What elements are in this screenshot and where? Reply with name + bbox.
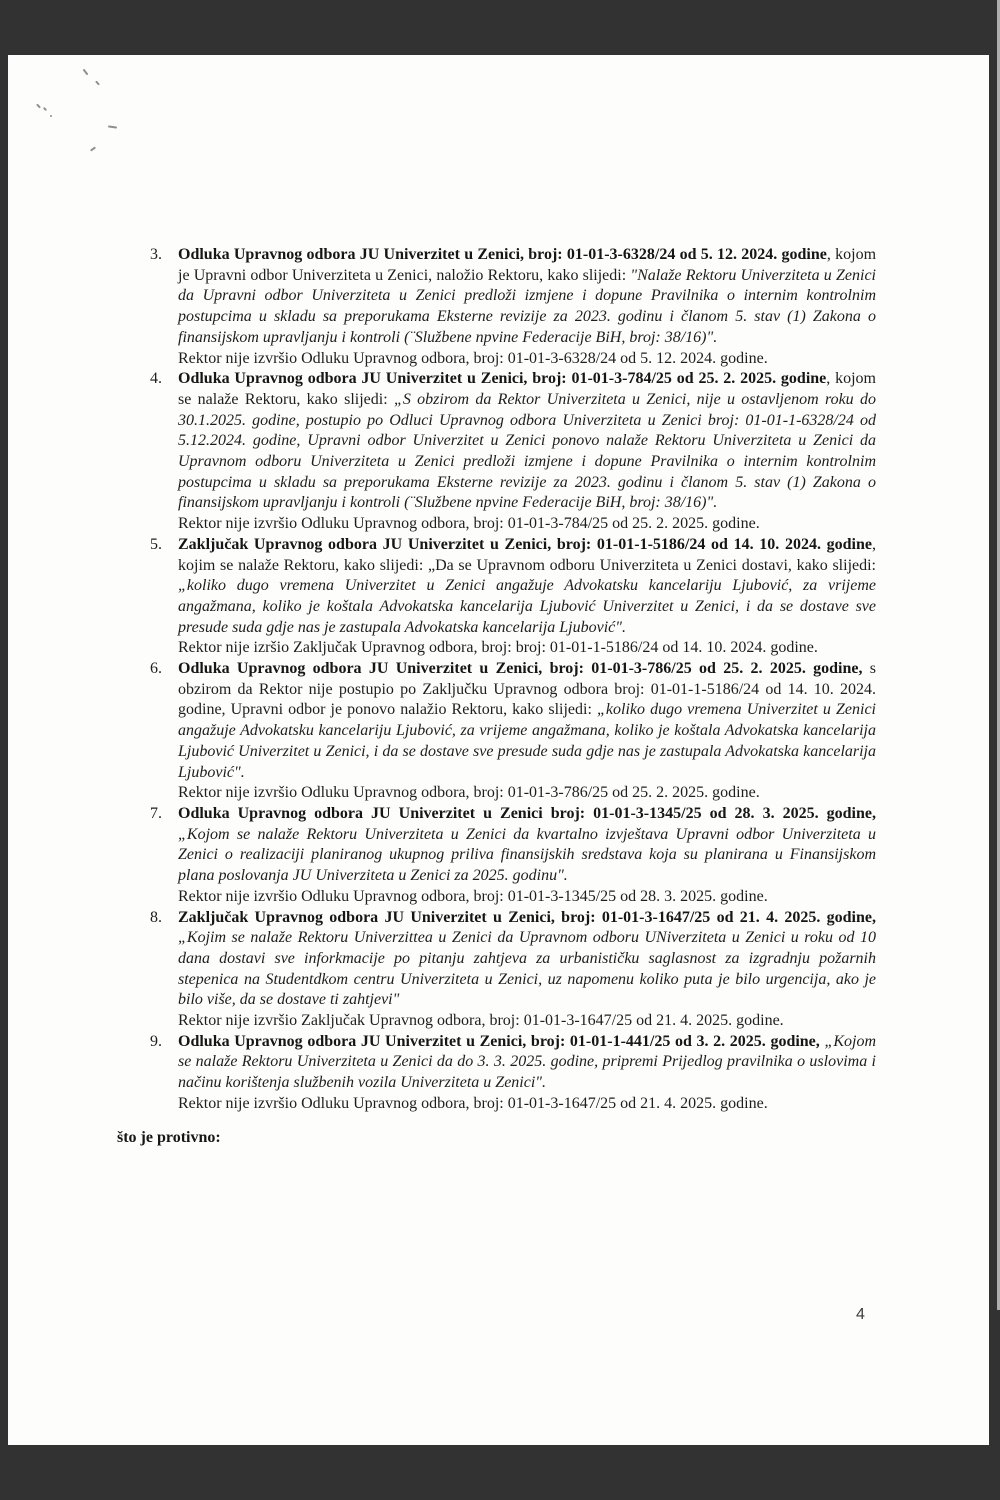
item-paragraph	[178, 535, 876, 639]
page-number: 4	[856, 1306, 865, 1323]
item-body	[178, 908, 876, 1032]
item-followup: Rektor nije izršio Zaključak Upravnog odbora, broj: broj: 01-01-1-5186/24 od 14. 10. 2024. godine.	[178, 639, 818, 657]
item-quote: „Kojom se nalaže Rektoru Univerziteta u Zenici da kvartalno izvještava Upravni odbor Univerziteta u Zenici o realizaciji planiranog ukupnog priliva finansijskih sredstava koja su planirana u Finansijskom plana poslovanja JU Univerziteta u Zenici za 2025. godinu".	[178, 825, 876, 885]
item-followup: Rektor nije izvršio Zaključak Upravnog odbora, broj: 01-01-3-1647/25 od 21. 4. 2025. godine.	[178, 1012, 784, 1030]
item-regular-text: , kojom se nalaže Rektoru, kako slijedi:	[178, 370, 877, 408]
item-body	[178, 1032, 876, 1115]
list-item	[150, 908, 876, 1032]
item-heading: Odluka Upravnog odbora JU Univerzitet u Zenici, broj: 01-01-3-786/25 od 25. 2. 2025. godine,	[178, 660, 863, 678]
item-number: 3.	[150, 246, 162, 263]
item-quote: "Nalaže Rektoru Univerziteta u Zenici da Upravni odbor Univerziteta u Zenici predloži izmjene i dopune Pravilnika o internim kontrolnim postupcima u skladu sa preporukama Eksterne revizije za 2023. godinu i članom 5. stav (1) Zakona o finansijskom upravljanju i kontroli (¨Službene npvine Federacije BiH, broj: 38/16)".	[178, 266, 876, 346]
item-paragraph	[178, 659, 876, 783]
item-heading: Odluka Upravnog odbora JU Univerzitet u Zenici broj: 01-01-3-1345/25 od 28. 3. 2025. godine,	[178, 804, 876, 822]
item-quote: „koliko dugo vremena Univerzitet u Zenici angažuje Advokatsku kancelariju Ljubović, za vrijeme angažmana, koliko je koštala Advokatska kancelarija Ljubović Univerzitet u Zenici, i da se dostave sve presude suda gdje nas je zastupala Advokatska kancelarija Ljubović".	[178, 577, 876, 636]
item-paragraph	[178, 908, 876, 1012]
pen-mark	[50, 115, 52, 117]
closing-line: što je protivno:	[117, 1128, 221, 1146]
document-page	[8, 55, 989, 1445]
item-quote: „Kojim se nalaže Rektoru Univerzittea u Zenici da Upravnom odboru UNiverziteta u Zenici u roku od 10 dana dostavi sve inforkmacije po pitanju zahtjeva za urbanističku saglasnost za izgradnju požarnih stepenica na Studentdkom centru Univerziteta u Zenici, uz napomenu koliko puta je bilo urgencija, ako je bilo više, da se dostave ti zahtjevi"	[178, 929, 876, 1009]
item-paragraph	[178, 245, 876, 349]
item-followup: Rektor nije izvršio Odluku Upravnog odbora, broj: 01-01-3-786/25 od 25. 2. 2025. godine.	[178, 784, 760, 802]
pen-mark	[95, 80, 100, 85]
item-number: 7.	[150, 804, 162, 822]
item-number: 5.	[150, 535, 162, 553]
item-body	[178, 245, 876, 369]
item-body	[178, 804, 876, 908]
decision-list	[150, 245, 876, 1115]
pen-mark	[83, 69, 89, 76]
item-number: 4.	[150, 370, 162, 388]
item-heading: Odluka Upravnog odbora JU Univerzitet u Zenici, broj: 01-01-1-441/25 od 3. 2. 2025. godine,	[178, 1032, 820, 1050]
pen-mark	[36, 104, 41, 109]
item-heading: Odluka Upravnog odbora JU Univerzitet u Zenici, broj: 01-01-3-6328/24 od 5. 12. 2024. godine	[178, 246, 827, 263]
pen-mark	[43, 107, 47, 111]
item-regular-text: , kojom je Upravni odbor Univerziteta u Zenici, naložio Rektoru, kako slijedi:	[178, 246, 877, 284]
item-body	[178, 535, 876, 659]
item-number: 9.	[150, 1032, 162, 1050]
item-regular-text: , kojim se nalaže Rektoru, kako slijedi: „Da se Upravnom odboru Univerziteta u Zenici dostavi, kako slijedi:	[178, 535, 876, 574]
document-body	[117, 245, 877, 1164]
item-heading: Zaključak Upravnog odbora JU Univerzitet u Zenici, broj: 01-01-1-5186/24 od 14. 10. 2024. godine	[178, 535, 872, 553]
pen-mark	[108, 125, 117, 128]
list-item	[150, 369, 876, 535]
item-followup: Rektor nije izvršio Odluku Upravnog odbora, broj: 01-01-3-1647/25 od 21. 4. 2025. godine.	[178, 1094, 768, 1112]
item-number: 8.	[150, 908, 162, 926]
item-body	[178, 369, 876, 535]
item-heading: Odluka Upravnog odbora JU Univerzitet u Zenici, broj: 01-01-3-784/25 od 25. 2. 2025. godine	[178, 370, 827, 388]
item-followup: Rektor nije izvršio Odluku Upravnog odbora, broj: 01-01-3-1345/25 od 28. 3. 2025. godine.	[178, 887, 768, 905]
item-quote: „S obzirom da Rektor Univerziteta u Zenici, nije u ostavljenom roku do 30.1.2025. godine, postupio po Odluci Upravnog odbora Univerziteta u Zenici broj: 01-01-1-6328/24 od 5.12.2024. godine, Upravni odbor Univerzitet u Zenici ponovo nalaže Rektoru Univerziteta u Zenici da Upravnom odboru Univerziteta u Zenici predloži izmjene i dopune Pravilnika o internim kontrolnim postupcima u skladu sa preporukama Eksterne revizije za 2023. godinu i članom 5. stav (1) Zakona o finansijskom upravljanju i kontroli (¨Službene npvine Federacije BiH, broj: 38/16)".	[178, 390, 876, 512]
item-heading: Zaključak Upravnog odbora JU Univerzitet u Zenici, broj: 01-01-3-1647/25 od 21. 4. 2025. godine,	[178, 908, 876, 926]
item-paragraph	[178, 1032, 876, 1094]
pen-mark	[90, 146, 96, 151]
list-item	[150, 535, 876, 659]
item-quote: „Kojom se nalaže Rektoru Univerziteta u Zenici da do 3. 3. 2025. godine, pripremi Prijedlog pravilnika o uslovima i načinu korištenja službenih vozila Univerziteta u Zenici".	[178, 1032, 877, 1092]
list-item	[150, 245, 876, 369]
item-followup: Rektor nije izvršio Odluku Upravnog odbora, broj: 01-01-3-784/25 od 25. 2. 2025. godine.	[178, 515, 760, 533]
list-item	[150, 659, 876, 804]
list-item	[150, 1032, 876, 1115]
item-number: 6.	[150, 660, 162, 678]
item-regular-text: s obzirom da Rektor nije postupio po Zaključku Upravnog odbora broj: 01-01-1-5186/24 od 14. 10. 2024. godine, Upravni odbor je ponovo nalažio Rektoru, kako slijedi:	[178, 660, 876, 719]
list-item	[150, 804, 876, 908]
item-paragraph	[178, 804, 876, 887]
item-quote: „koliko dugo vremena Univerzitet u Zenici angažuje Advokatsku kancelariju Ljubović, za vrijeme angažmana, koliko je koštala Advokatska kancelarija Ljubović Univerzitet u Zenici, i da se dostave sve presude suda gdje nas je zastupala Advokatska kancelarija Ljubović".	[178, 701, 877, 781]
item-paragraph	[178, 369, 876, 514]
item-followup: Rektor nije izvršio Odluku Upravnog odbora, broj: 01-01-3-6328/24 od 5. 12. 2024. godine.	[178, 349, 768, 367]
item-body	[178, 659, 876, 804]
